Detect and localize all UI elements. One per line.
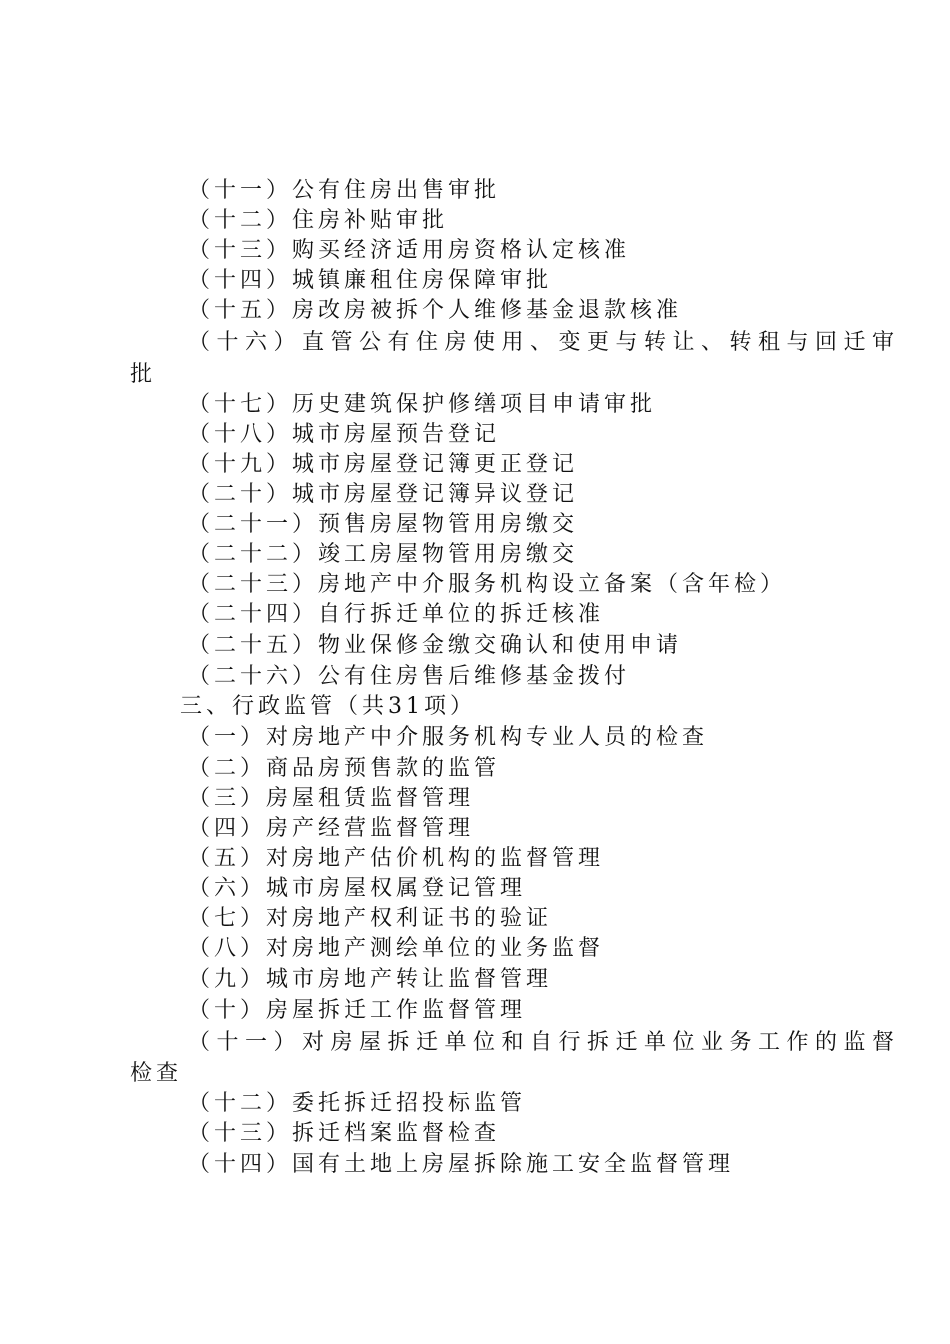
- list-item-wrapped: （十六）直管公有住房使用、变更与转让、转租与回迁审: [188, 330, 901, 355]
- list-item: （二十三）房地产中介服务机构设立备案（含年检）: [188, 572, 787, 597]
- list-item: （九）城市房地产转让监督管理: [188, 967, 553, 992]
- list-item: （二十六）公有住房售后维修基金拨付: [188, 664, 631, 689]
- list-item: （三）房屋租赁监督管理: [188, 786, 475, 811]
- list-item: （六）城市房屋权属登记管理: [188, 876, 527, 901]
- list-item: （二十五）物业保修金缴交确认和使用申请: [188, 633, 683, 658]
- list-item: （十三）拆迁档案监督检查: [188, 1121, 501, 1146]
- list-item: （四）房产经营监督管理: [188, 816, 475, 841]
- list-item: （十二）委托拆迁招投标监管: [188, 1091, 527, 1116]
- list-item: （十四）城镇廉租住房保障审批: [188, 268, 553, 293]
- list-item: （八）对房地产测绘单位的业务监督: [188, 936, 605, 961]
- list-item: （十二）住房补贴审批: [188, 208, 449, 233]
- list-item: （十九）城市房屋登记簿更正登记: [188, 452, 579, 477]
- list-item: （二十一）预售房屋物管用房缴交: [188, 512, 579, 537]
- list-item: （二十二）竣工房屋物管用房缴交: [188, 542, 579, 567]
- list-item: （二十四）自行拆迁单位的拆迁核准: [188, 602, 605, 627]
- list-item: （十四）国有土地上房屋拆除施工安全监督管理: [188, 1152, 735, 1177]
- list-item: （五）对房地产估价机构的监督管理: [188, 846, 605, 871]
- list-item: （十三）购买经济适用房资格认定核准: [188, 238, 631, 263]
- list-item: （二）商品房预售款的监管: [188, 756, 501, 781]
- list-item-continuation: 检查: [130, 1061, 183, 1086]
- list-item: （十七）历史建筑保护修缮项目申请审批: [188, 392, 657, 417]
- section-heading: 三、行政监管（共31项）: [180, 694, 476, 719]
- list-item: （十）房屋拆迁工作监督管理: [188, 998, 527, 1023]
- list-item-continuation: 批: [130, 362, 157, 387]
- list-item-wrapped: （十一）对房屋拆迁单位和自行拆迁单位业务工作的监督: [188, 1030, 901, 1055]
- list-item: （十一）公有住房出售审批: [188, 178, 501, 203]
- list-item: （七）对房地产权利证书的验证: [188, 906, 553, 931]
- list-item: （一）对房地产中介服务机构专业人员的检查: [188, 725, 709, 750]
- list-item: （十五）房改房被拆个人维修基金退款核准: [188, 298, 683, 323]
- list-item: （二十）城市房屋登记簿异议登记: [188, 482, 579, 507]
- list-item: （十八）城市房屋预告登记: [188, 422, 501, 447]
